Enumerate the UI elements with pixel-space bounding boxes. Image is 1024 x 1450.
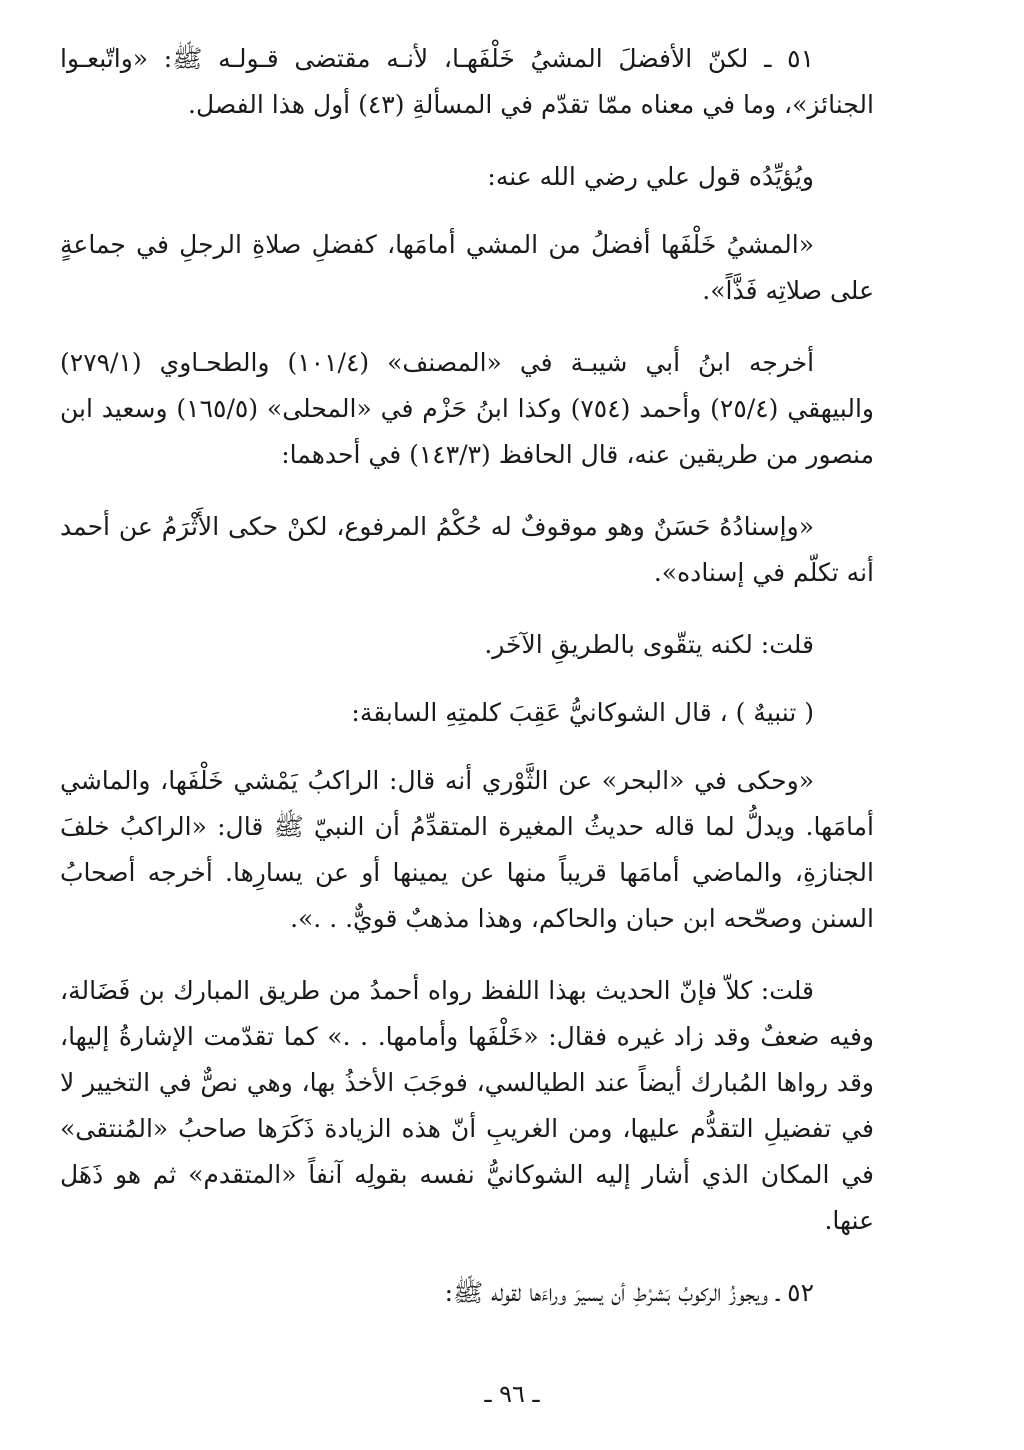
page-body	[60, 36, 874, 1410]
paragraph-qultu-2: قلت: كلاّ فإنّ الحديث بهذا اللفظ رواه أحمدُ من طريق المبارك بن فَضَالة، وفيه ضعفٌ وقد زاد غيره فقال: «خَلْفَها وأمامها. . .» كما تقدّمت الإشارةُ إليها، وقد رواها المُبارك أيضاً عند الطيالسي، فوجَبَ الأخذُ بها، وهي نصٌّ في التخيير لا في تفضيلِ التقدُّم عليها، ومن الغريبِ أنّ هذه الزيادة ذَكَرَها صاحبُ «المُنتقى» في المكان الذي أشار إليه الشوكانيُّ نفسه بقولِه آنفاً «المتقدم» ثم هو ذَهَل عنها.	[60, 976, 874, 1235]
paragraph-ali-intro: ويُؤيِّدُه قول علي رضي الله عنه:	[487, 162, 814, 191]
page-number: ـ ٩٦ ـ	[484, 1380, 540, 1408]
paragraph-hafiz-quote: «وإسنادُهُ حَسَنٌ وهو موقوفٌ له حُكْمُ المرفوع، لكنْ حكى الأَثْرَمُ عن أحمد أنه تكلّم في إسناده».	[60, 512, 874, 587]
paragraph-ali-quote: «المشيُ خَلْفَها أفضلُ من المشي أمامَها، كفضلِ صلاةِ الرجلِ في جماعةٍ على صلاتِه فَذَّاً».	[60, 230, 874, 305]
paragraph-51: ٥١ ـ لكنّ الأفضلَ المشيُ خَلْفَهـا، لأنـه مقتضى قـولـه ﷺ: «واتّبعـوا الجنائز»، وما في معناه ممّا تقدّم في المسألةِ (٤٣) أول هذا الفصل.	[60, 44, 874, 119]
paragraph-tanbih: ( تنبيهٌ ) ، قال الشوكانيُّ عَقِبَ كلمتِهِ السابقة:	[351, 698, 814, 727]
paragraph-qultu-1: قلت: لكنه يتقّوى بالطريقِ الآخَر.	[484, 630, 814, 659]
paragraph-shawkani-quote: «وحكى في «البحر» عن الثَّوْري أنه قال: الراكبُ يَمْشي خَلْفَها، والماشي أمامَها. ويدلُّ لما قاله حديثُ المغيرة المتقدِّمُ أن النبيّ ﷺ قال: «الراكبُ خلفَ الجنازةِ، والماضي أمامَها قريباً منها عن يمينها أو عن يسارِها. أخرجه أصحابُ السنن وصحّحه ابن حبان والحاكم، وهذا مذهبٌ قويٌّ. . .».	[60, 766, 874, 933]
paragraph-takhrij: أخرجه ابنُ أبي شيبـة في «المصنف» (١٠١/٤) والطحـاوي (٢٧٩/١) والبيهقي (٢٥/٤) وأحمد (٧٥٤) وكذا ابنُ حَزْم في «المحلى» (١٦٥/٥) وسعيد ابن منصور من طريقين عنه، قال الحافظ (١٤٣/٣) في أحدهما:	[60, 348, 874, 469]
paragraph-52: ٥٢ ـ ويجوزُ الركوبُ بَشرْطِ أن يسيرَ وراءَها لقوله ﷺ:	[444, 1278, 814, 1307]
